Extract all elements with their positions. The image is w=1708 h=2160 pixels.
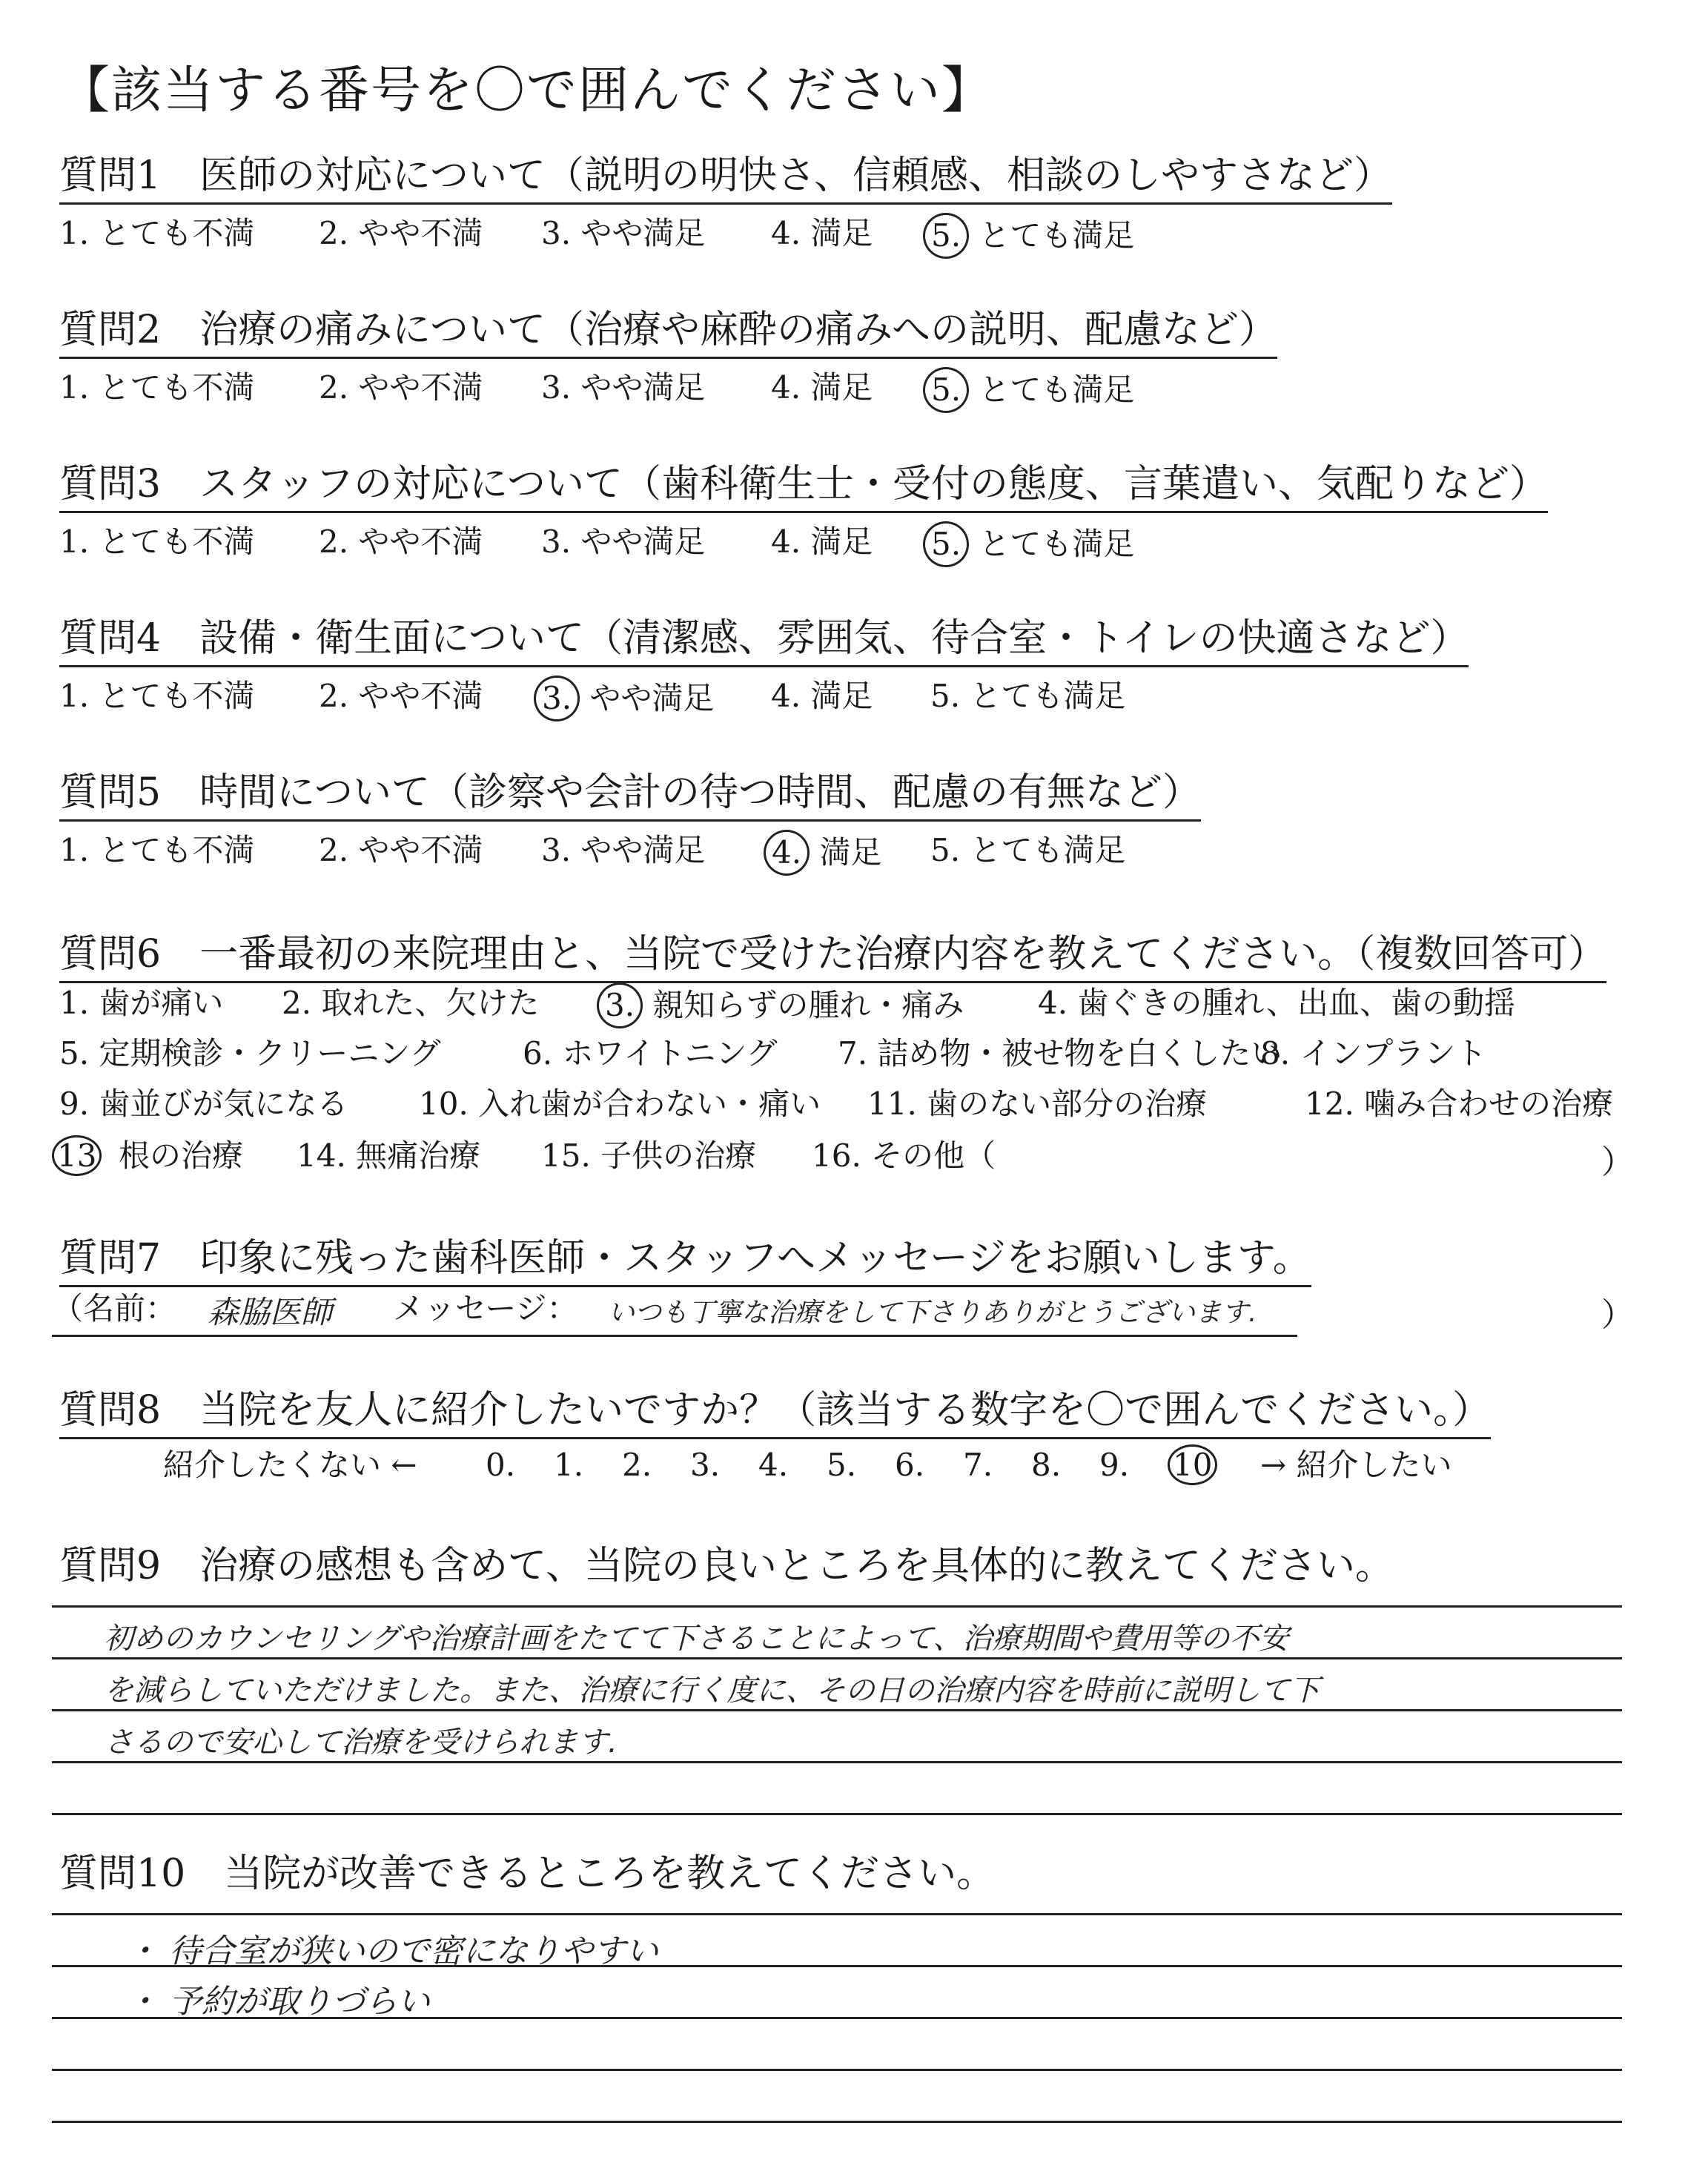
q8-scale-number: 7. (963, 1447, 993, 1483)
q7-title: 質問7 印象に残った歯科医師・スタッフへメッセージをお願いします。 (59, 1235, 1311, 1287)
q9-answer-line-1[interactable]: 初めのカウンセリングや治療計画をたてて下さることによって、治療期間や費用等の不安 (104, 1622, 1289, 1656)
option-number: 4. (771, 215, 801, 251)
option-number: 2. (319, 832, 349, 868)
option-label: 満足 (810, 834, 882, 871)
q8-scale-number: 4. (758, 1447, 789, 1483)
selected-circle: 4. (764, 830, 810, 876)
q6-option-2[interactable]: 2. 取れた、欠けた (282, 985, 540, 1021)
q7-name-label: （名前： (52, 1290, 177, 1327)
q3-option-4[interactable] (771, 521, 873, 563)
q8-scale-0[interactable] (486, 1444, 515, 1486)
option-label: とても満足 (969, 217, 1135, 254)
q6-circled-13: 13 (52, 1135, 102, 1176)
q3-title: 質問3 スタッフの対応について（歯科衛生士・受付の態度、言葉遣い、気配りなど） (59, 460, 1548, 513)
option-number: 2. (319, 215, 349, 251)
q5-option-5[interactable] (930, 830, 1125, 871)
q5-title: 質問5 時間について（診察や会計の待つ時間、配慮の有無など） (59, 769, 1201, 822)
option-number: 3. (541, 524, 572, 560)
q6-option-11[interactable]: 11. 歯のない部分の治療 (867, 1086, 1208, 1122)
q1-option-5[interactable] (930, 213, 1134, 259)
option-label: やや満足 (571, 524, 706, 560)
option-number: 1. (59, 524, 90, 560)
q4-option-2[interactable] (319, 676, 483, 717)
option-label: やや不満 (348, 678, 483, 714)
q2-title: 質問2 治療の痛みについて（治療や麻酔の痛みへの説明、配慮など） (59, 306, 1277, 359)
option-label: 満足 (801, 215, 873, 251)
q1-title: 質問1 医師の対応について（説明の明快さ、信頼感、相談のしやすさなど） (59, 152, 1392, 205)
option-label: やや満足 (571, 832, 706, 868)
option-label: とても満足 (960, 678, 1126, 714)
q2-option-4[interactable] (771, 367, 873, 409)
q7-name-value[interactable]: 森脇医師 (208, 1294, 333, 1330)
q6-option-7[interactable]: 7. 詰め物・被せ物を白くしたい (838, 1035, 1282, 1071)
q8-scale-3[interactable] (690, 1444, 720, 1486)
q8-scale-1[interactable] (554, 1444, 583, 1486)
q10-answer-line-1[interactable]: ・ 待合室が狭いので密になりやすい (126, 1932, 658, 1970)
q8-right-label: → 紹介したい (1260, 1447, 1452, 1483)
option-label: とても不満 (89, 832, 255, 868)
q6-option-1[interactable]: 1. 歯が痛い (59, 985, 224, 1021)
q6-option-3[interactable] (604, 982, 964, 1028)
q8-scale-number: 5. (827, 1447, 857, 1483)
option-number: 2. (319, 678, 349, 714)
option-number: 1. (59, 369, 90, 406)
selected-circle: 5. (923, 213, 969, 259)
option-label: 満足 (801, 678, 873, 714)
q8-scale-5[interactable] (827, 1444, 856, 1486)
q7-message-label: メッセージ： (393, 1290, 578, 1327)
q8-title: 質問8 当院を友人に紹介したいですか？（該当する数字を〇で囲んでください。） (59, 1387, 1491, 1439)
option-number: 2. (319, 369, 349, 406)
q7-message-value[interactable]: いつも丁寧な治療をして下さりありがとうございます. (608, 1298, 1257, 1328)
option-label: やや満足 (580, 680, 715, 716)
option-label: 満足 (801, 369, 873, 406)
q6-option-9[interactable]: 9. 歯並びが気になる (59, 1086, 348, 1122)
q3-option-2[interactable] (319, 521, 483, 563)
q8-scale-8[interactable] (1031, 1444, 1061, 1486)
q8-scale-number: 9. (1099, 1447, 1130, 1483)
option-label: とても満足 (969, 371, 1135, 408)
q6-option-4[interactable]: 4. 歯ぐきの腫れ、出血、歯の動揺 (1038, 985, 1515, 1021)
survey-header: 【該当する番号を〇で囲んでください】 (59, 62, 994, 120)
q8-selected-circle: 10 (1168, 1444, 1217, 1485)
option-number: 5. (930, 678, 961, 714)
q3-option-1[interactable] (59, 521, 254, 563)
option-label: やや不満 (348, 832, 483, 868)
q6-circled-3: 3. (597, 982, 643, 1028)
q9-rule-2 (52, 1657, 1622, 1659)
q8-scale-number: 0. (486, 1447, 516, 1483)
q6-option-12[interactable]: 12. 噛み合わせの治療 (1305, 1086, 1614, 1122)
q4-option-4[interactable] (771, 676, 873, 717)
q8-scale-7[interactable] (963, 1444, 993, 1486)
q6-option-5[interactable]: 5. 定期検診・クリーニング (59, 1035, 441, 1071)
q5-option-3[interactable] (541, 830, 705, 871)
selected-circle: 3. (534, 676, 580, 721)
option-number: 1. (59, 215, 90, 251)
q7-underline (52, 1335, 1297, 1337)
q7-close-paren: ） (1601, 1296, 1634, 1334)
q6-option-6[interactable]: 6. ホワイトニング (523, 1035, 778, 1071)
option-label: やや満足 (571, 215, 706, 251)
q9-rule-1 (52, 1605, 1622, 1608)
q10-title: 質問10 当院が改善できるところを教えてください。 (59, 1852, 996, 1896)
q2-option-5[interactable] (930, 367, 1134, 413)
q9-rule-4 (52, 1761, 1622, 1763)
q10-rule-4 (52, 2069, 1622, 2071)
q8-scale-number: 2. (622, 1447, 652, 1483)
q6-option-13-label: 根の治療 (119, 1137, 244, 1174)
option-label: やや不満 (348, 369, 483, 406)
option-label: 親知らずの腫れ・痛み (643, 987, 964, 1023)
option-number: 1. (59, 832, 90, 868)
option-label: とても満足 (969, 526, 1135, 562)
q8-scale-number: 6. (895, 1447, 925, 1483)
q2-option-1[interactable] (59, 367, 254, 409)
q3-option-5[interactable] (930, 521, 1134, 567)
q10-rule-5 (52, 2121, 1622, 2123)
q8-scale-9[interactable] (1099, 1444, 1129, 1486)
q9-title: 質問9 治療の感想も含めて、当院の良いところを具体的に教えてください。 (59, 1544, 1394, 1588)
q5-option-4[interactable] (771, 830, 881, 876)
q6-option-16[interactable]: 16. その他（ (812, 1137, 996, 1174)
q5-option-2[interactable] (319, 830, 483, 871)
q5-option-1[interactable] (59, 830, 254, 871)
option-number: 4. (771, 369, 801, 406)
q10-rule-3 (52, 2017, 1622, 2019)
q4-option-1[interactable] (59, 676, 254, 717)
option-number: 1. (59, 678, 90, 714)
q8-left-label: 紹介したくない ← (163, 1447, 417, 1483)
q9-rule-3 (52, 1709, 1622, 1711)
option-number: 4. (771, 524, 801, 560)
option-label: とても不満 (89, 369, 255, 406)
q9-answer-line-2[interactable]: を減らしていただけました。また、治療に行く度に、その日の治療内容を時前に説明して下 (104, 1674, 1320, 1708)
q6-title: 質問6 一番最初の来院理由と、当院で受けた治療内容を教えてください。（複数回答可） (59, 931, 1606, 983)
q6-close-paren: ） (1601, 1143, 1634, 1181)
q1-option-4[interactable] (771, 213, 873, 254)
q4-option-3[interactable] (541, 676, 714, 721)
option-label: とても不満 (89, 215, 255, 251)
q6-option-13[interactable] (52, 1135, 102, 1177)
q8-scale-number: 3. (690, 1447, 721, 1483)
q10-answer-line-2[interactable]: ・ 予約が取りづらい (126, 1983, 430, 2021)
option-number: 3. (541, 369, 572, 406)
q1-option-1[interactable] (59, 213, 254, 254)
option-number: 3. (541, 832, 572, 868)
q6-option-15[interactable]: 15. 子供の治療 (541, 1137, 757, 1174)
option-label: 満足 (801, 524, 873, 560)
selected-circle: 5. (923, 367, 969, 413)
option-number: 4. (771, 678, 801, 714)
option-label: とても不満 (89, 678, 255, 714)
q9-rule-5 (52, 1813, 1622, 1815)
q8-scale-number: 1. (554, 1447, 584, 1483)
q4-option-5[interactable] (930, 676, 1125, 717)
option-label: とても不満 (89, 524, 255, 560)
q2-option-3[interactable] (541, 367, 705, 409)
option-label: やや不満 (348, 215, 483, 251)
selected-circle: 5. (923, 521, 969, 567)
q9-answer-line-3[interactable]: さるので安心して治療を受けられます. (104, 1725, 618, 1760)
q8-scale-number: 8. (1031, 1447, 1062, 1483)
q8-scale-10[interactable] (1168, 1444, 1217, 1486)
q1-option-2[interactable] (319, 213, 483, 254)
q10-rule-2 (52, 1965, 1622, 1967)
option-number: 5. (930, 832, 961, 868)
q8-scale-6[interactable] (895, 1444, 924, 1486)
q4-title: 質問4 設備・衛生面について（清潔感、雰囲気、待合室・トイレの快適さなど） (59, 615, 1469, 667)
q6-option-14[interactable]: 14. 無痛治療 (297, 1137, 481, 1174)
q6-option-10[interactable]: 10. 入れ歯が合わない・痛い (419, 1086, 821, 1122)
q8-scale-4[interactable] (758, 1444, 788, 1486)
option-label: やや満足 (571, 369, 706, 406)
option-number: 2. (319, 524, 349, 560)
q10-rule-1 (52, 1913, 1622, 1915)
option-label: とても満足 (960, 832, 1126, 868)
option-label: やや不満 (348, 524, 483, 560)
q2-option-2[interactable] (319, 367, 483, 409)
q1-option-3[interactable] (541, 213, 705, 254)
q3-option-3[interactable] (541, 521, 705, 563)
q6-option-8[interactable]: 8. インプラント (1260, 1035, 1487, 1071)
option-number: 3. (541, 215, 572, 251)
q8-scale-2[interactable] (622, 1444, 652, 1486)
